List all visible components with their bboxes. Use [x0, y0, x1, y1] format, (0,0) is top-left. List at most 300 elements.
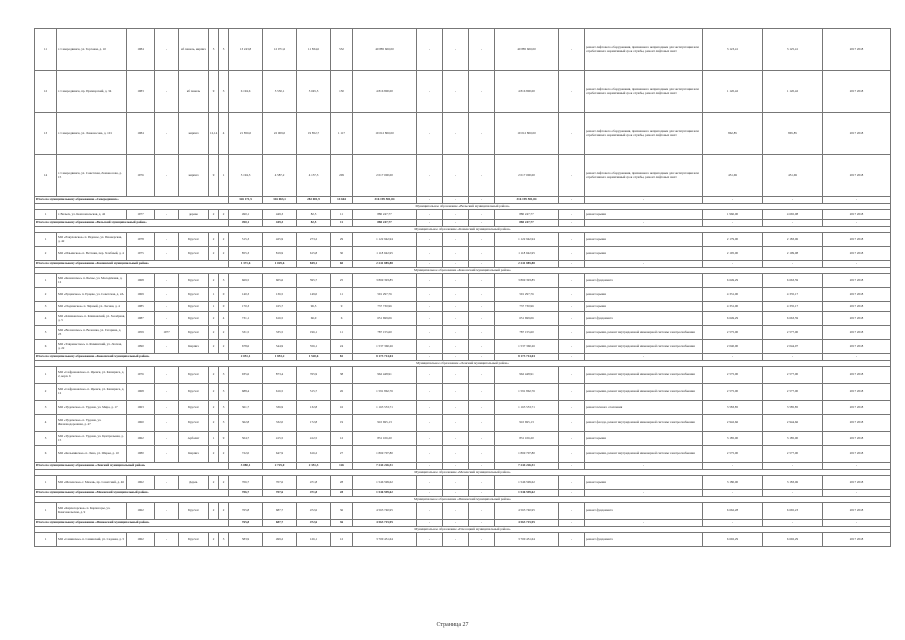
table-cell: г. Северодвинск, пр. Приморский, д. 34: [57, 71, 127, 113]
table-cell: 1990: [127, 340, 155, 354]
table-cell: 9: [209, 155, 219, 197]
table-cell: 5: [219, 29, 229, 71]
subtotal-cell: -: [417, 520, 443, 527]
table-cell: г. Северодвинск, ул. Торговая, д. 10: [57, 29, 127, 71]
table-cell: -: [155, 29, 179, 71]
table-cell: 1984: [127, 113, 155, 155]
table-cell: -: [417, 446, 443, 463]
table-cell: -: [417, 233, 443, 247]
table-cell: 3: [219, 274, 229, 288]
table-cell: 504,7: [229, 432, 263, 446]
subtotal-cell: -: [443, 490, 469, 497]
table-cell: 1 546 599,62: [353, 476, 417, 490]
table-cell: 3: [219, 533, 229, 547]
table-cell: 22 009,0: [263, 113, 297, 155]
subtotal-cell: 3 080,1: [229, 463, 263, 470]
table-cell: 2: [209, 446, 219, 463]
table-cell: 29: [331, 233, 353, 247]
subtotal-cell: -: [417, 354, 443, 361]
table-cell: -: [559, 288, 585, 302]
table-cell: 1: [35, 233, 57, 247]
table-cell: 2017 2018: [823, 247, 891, 261]
table-cell: ремонт крыши, ремонт внутридомовой инженерной системы электроснабжения: [585, 326, 703, 340]
table-cell: 13: [35, 113, 57, 155]
table-cell: 1 163 553,71: [495, 401, 559, 415]
table-cell: -: [443, 503, 469, 520]
table-cell: 2: [209, 233, 219, 247]
subtotal-cell: 2 241 885,88: [353, 261, 417, 268]
subtotal-cell: -: [559, 220, 585, 227]
table-cell: -: [155, 367, 179, 384]
table-cell: Брусчат: [179, 503, 209, 520]
table-cell: МО «Подюжское» п. Чёрный, ул. Лесная, д. 4: [57, 302, 127, 312]
table-cell: 2: [219, 233, 229, 247]
table-cell: 910 695,13: [495, 415, 559, 432]
table-cell: 472,6: [297, 503, 331, 520]
municipality-title: Муниципальное образование «Плесецкий муниципальный район»: [35, 527, 891, 533]
table-cell: 616,5: [263, 384, 297, 401]
table-cell: Брусчат: [179, 288, 209, 302]
table-cell: 2017 2018: [823, 210, 891, 220]
table-cell: Брусчат: [179, 384, 209, 401]
table-cell: 2: [209, 210, 219, 220]
table-cell: 647,9: [263, 446, 297, 463]
table-cell: -: [469, 326, 495, 340]
table-cell: ремонт крыши, ремонт внутридомовой инженерной системы электроснабжения: [585, 384, 703, 401]
table-cell: 583,9: [229, 533, 263, 547]
table-cell: 515,7: [297, 384, 331, 401]
table-cell: 865,85: [763, 113, 823, 155]
table-cell: -: [155, 210, 179, 220]
repair-program-table: [34, 28, 891, 547]
subtotal-cell: -: [443, 220, 469, 227]
table-cell: -: [559, 29, 585, 71]
subtotal-cell: 1 029,6: [263, 261, 297, 268]
table-cell: 3 180,00: [703, 476, 763, 490]
subtotal-cell: -: [469, 354, 495, 361]
table-cell: 1980: [127, 446, 155, 463]
subtotal-cell: -: [763, 490, 823, 497]
table-cell: -: [469, 233, 495, 247]
table-cell: -: [417, 415, 443, 432]
subtotal-cell: 880 247,77: [495, 220, 559, 227]
table-cell: ремонт крыши: [585, 476, 703, 490]
table-cell: 2: [219, 446, 229, 463]
table-cell: 1984: [127, 29, 155, 71]
table-cell: 40 885 600,00: [495, 29, 559, 71]
table-cell: 2: [209, 274, 219, 288]
subtotal-cell: 880 247,77: [353, 220, 417, 227]
table-cell: 16: [331, 401, 353, 415]
subtotal-cell: -: [443, 197, 469, 204]
table-row: [35, 288, 891, 302]
table-cell: 2: [209, 401, 219, 415]
table-cell: 1: [35, 274, 57, 288]
table-cell: -: [443, 274, 469, 288]
table-cell: Дерев.: [179, 476, 209, 490]
table-cell: 1 546 599,62: [495, 476, 559, 490]
table-cell: г. Вельск, ул. Комсомольская, д. 42: [57, 210, 127, 220]
table-cell: 2 017 000,00: [495, 155, 559, 197]
table-cell: 1962: [127, 533, 155, 547]
table-cell: ремонт лифтового оборудования, признанного непригодным для эксплуатации или отработавшего нормативный срок службы, ремонт лифтовых шахт: [585, 71, 703, 113]
table-cell: 40 885 600,00: [353, 29, 417, 71]
table-row: [35, 476, 891, 490]
table-cell: 4 157,3: [297, 155, 331, 197]
table-cell: -: [443, 476, 469, 490]
table-cell: МО «Коношское» п. Бычье, ул. Молодёжная, д. 12: [57, 274, 127, 288]
table-cell: кирпич: [179, 113, 209, 155]
table-cell: 1985: [127, 302, 155, 312]
table-cell: -: [417, 340, 443, 354]
table-cell: 3 185,00: [703, 432, 763, 446]
municipality-title: Муниципальное образование «Вельский муниципальный район»: [35, 204, 891, 210]
subtotal-cell: -: [763, 463, 823, 470]
table-cell: 3 123,41: [703, 29, 763, 71]
table-cell: 2017 2018: [823, 29, 891, 71]
subtotal-label: Итого по муниципальному образованию «Каменский муниципальный район»: [35, 261, 229, 268]
table-cell: Брусчат: [179, 302, 209, 312]
table-row: [35, 302, 891, 312]
table-cell: 451,69: [763, 155, 823, 197]
table-cell: МО «Мезенское» г. Мезень, пр. Советский, д. 46: [57, 476, 127, 490]
table-cell: -: [443, 302, 469, 312]
table-cell: -: [469, 340, 495, 354]
table-cell: МО «Сафроновское» п. Яренск, ул. Кашариса, д. 2, корп. 6: [57, 367, 127, 384]
table-cell: 4: [219, 113, 229, 155]
table-cell: 651 699,06: [495, 312, 559, 326]
subtotal-cell: 28: [331, 490, 353, 497]
table-cell: 2017 2018: [823, 71, 891, 113]
table-cell: -: [443, 155, 469, 197]
table-cell: ремонт крыши: [585, 247, 703, 261]
table-cell: 3 869 393,85: [495, 274, 559, 288]
table-cell: 2017 2018: [823, 533, 891, 547]
table-cell: -: [469, 415, 495, 432]
table-cell: 2: [209, 312, 219, 326]
table-cell: 2 577,00: [763, 326, 823, 340]
table-cell: 5: [209, 29, 219, 71]
table-cell: 3 583,85: [703, 401, 763, 415]
table-cell: -: [559, 367, 585, 384]
table-cell: 2 017 000,00: [353, 155, 417, 197]
subtotal-cell: -: [443, 520, 469, 527]
subtotal-cell: -: [585, 490, 703, 497]
table-cell: 362,8: [229, 415, 263, 432]
table-cell: 5: [35, 326, 57, 340]
table-cell: 25: [331, 274, 353, 288]
table-cell: 1 118 942,95: [353, 247, 417, 261]
subtotal-label: Итого по муниципальному образованию «Мезенский муниципальный район»: [35, 490, 229, 497]
table-cell: -: [417, 432, 443, 446]
table-cell: -: [559, 302, 585, 312]
table-cell: 2017 2018: [823, 113, 891, 155]
table-cell: 731,1: [229, 312, 263, 326]
table-cell: 2017 2018: [823, 302, 891, 312]
table-cell: 6 663,59: [763, 312, 823, 326]
table-cell: 2 199,08: [763, 247, 823, 261]
table-cell: 707,6: [263, 476, 297, 490]
table-cell: 2: [219, 476, 229, 490]
table-cell: ремонт крыши: [585, 288, 703, 302]
table-cell: 1983: [127, 71, 155, 113]
table-cell: 82,5: [297, 210, 331, 220]
table-cell: -: [443, 415, 469, 432]
subtotal-cell: -: [469, 261, 495, 268]
table-cell: 471,8: [297, 476, 331, 490]
table-cell: 4 665,08: [763, 210, 823, 220]
table-cell: кирпич: [179, 155, 209, 197]
table-cell: 9: [219, 432, 229, 446]
table-row: [35, 401, 891, 415]
table-cell: 880 247,77: [353, 210, 417, 220]
table-cell: 2 575,00: [703, 367, 763, 384]
table-cell: 449,3: [263, 210, 297, 220]
table-cell: -: [469, 533, 495, 547]
table-cell: Брусчат: [179, 415, 209, 432]
table-cell: дерево: [179, 210, 209, 220]
table-cell: 26: [331, 384, 353, 401]
table-cell: 6 663,59: [763, 274, 823, 288]
table-cell: -: [155, 113, 179, 155]
table-cell: 12: [35, 71, 57, 113]
table-cell: 615,8: [297, 247, 331, 261]
table-cell: 6 649,29: [703, 274, 763, 288]
table-cell: 2017 2018: [823, 503, 891, 520]
table-cell: -: [559, 476, 585, 490]
table-cell: 335,5: [263, 326, 297, 340]
table-cell: 651 699,06: [353, 312, 417, 326]
table-cell: 9: [209, 71, 219, 113]
table-cell: -: [559, 384, 585, 401]
table-cell: 2017 2018: [823, 312, 891, 326]
table-cell: 1: [35, 476, 57, 490]
table-cell: 669,5: [229, 274, 263, 288]
table-cell: 873,4: [263, 367, 297, 384]
table-cell: 2017 2018: [823, 384, 891, 401]
table-cell: 6: [35, 340, 57, 354]
municipality-title: Муниципальное образование «Ленский муниципальный район»: [35, 361, 891, 367]
table-cell: 1 122 942,94: [353, 233, 417, 247]
table-cell: 19 012 800,00: [353, 113, 417, 155]
subtotal-cell: -: [585, 463, 703, 470]
table-cell: 361,7: [229, 401, 263, 415]
table-cell: 2017 2018: [823, 432, 891, 446]
table-cell: 2: [35, 247, 57, 261]
table-cell: -: [559, 247, 585, 261]
table-cell: 3: [35, 401, 57, 415]
subtotal-cell: -: [469, 220, 495, 227]
table-cell: 96,5: [297, 302, 331, 312]
table-cell: 1: [219, 155, 229, 197]
subtotal-cell: 316 199 581,84: [495, 197, 559, 204]
table-cell: 12 071,6: [263, 29, 297, 71]
table-cell: 19: [331, 415, 353, 432]
table-cell: -: [443, 312, 469, 326]
table-cell: -: [559, 503, 585, 520]
table-cell: 3: [219, 367, 229, 384]
table-cell: 2: [209, 384, 219, 401]
table-cell: 1 591 862,76: [353, 384, 417, 401]
table-cell: -: [559, 210, 585, 220]
subtotal-cell: 2 051,1: [229, 354, 263, 361]
table-cell: 532: [331, 29, 353, 71]
subtotal-cell: -: [763, 520, 823, 527]
table-cell: 11: [331, 288, 353, 302]
table-cell: 27: [331, 446, 353, 463]
table-cell: -: [417, 302, 443, 312]
table-cell: 1 591 862,76: [495, 384, 559, 401]
table-cell: Брусчат: [179, 312, 209, 326]
subtotal-cell: -: [823, 520, 891, 527]
subtotal-cell: -: [763, 220, 823, 227]
table-cell: 331,5: [229, 326, 263, 340]
table-cell: -: [155, 288, 179, 302]
table-cell: -: [443, 29, 469, 71]
table-cell: 1: [35, 367, 57, 384]
table-cell: 1962: [127, 503, 155, 520]
subtotal-row: [35, 490, 891, 497]
table-row: [35, 247, 891, 261]
subtotal-cell: -: [417, 197, 443, 204]
table-cell: -: [443, 113, 469, 155]
table-row: [35, 71, 891, 113]
table-cell: -: [469, 210, 495, 220]
subtotal-cell: 4 563 715,95: [353, 520, 417, 527]
table-cell: кб панель: [179, 71, 209, 113]
table-cell: 2 577,00: [763, 446, 823, 463]
table-cell: -: [559, 312, 585, 326]
table-cell: 126,1: [297, 533, 331, 547]
table-row: [35, 326, 891, 340]
table-cell: 150: [331, 71, 353, 113]
subtotal-cell: -: [703, 463, 763, 470]
table-cell: -: [155, 274, 179, 288]
table-cell: -: [443, 340, 469, 354]
table-cell: -: [417, 401, 443, 415]
table-body: [35, 29, 891, 547]
table-cell: -: [443, 384, 469, 401]
table-cell: -: [559, 446, 585, 463]
subtotal-cell: -: [763, 354, 823, 361]
subtotal-cell: 1 520,6: [297, 354, 331, 361]
table-cell: 5 045,5: [297, 71, 331, 113]
table-cell: 595,7: [297, 274, 331, 288]
subtotal-cell: -: [417, 220, 443, 227]
table-cell: -: [443, 288, 469, 302]
table-cell: 11: [331, 210, 353, 220]
table-cell: 490,1: [229, 210, 263, 220]
subtotal-row: [35, 220, 891, 227]
table-cell: МО «Урдомское» п. Урдома, ул. Железнодорожная, д. 47: [57, 415, 127, 432]
table-cell: -: [469, 274, 495, 288]
table-cell: 6: [35, 446, 57, 463]
table-cell: -: [417, 503, 443, 520]
subtotal-cell: -: [703, 490, 763, 497]
table-cell: 0: [219, 288, 229, 302]
table-cell: -: [443, 533, 469, 547]
table-cell: МО «Ерцевское» п. Ерцево, ул. Советская, д. 2А: [57, 288, 127, 302]
table-cell: 1977: [155, 326, 179, 340]
table-cell: -: [155, 71, 179, 113]
table-cell: 4 331,00: [703, 288, 763, 302]
table-cell: 2017 2018: [823, 274, 891, 288]
table-cell: 2: [35, 288, 57, 302]
table-cell: Арбалит: [179, 432, 209, 446]
table-cell: -: [155, 312, 179, 326]
table-cell: -: [155, 155, 179, 197]
table-cell: 2017 2018: [823, 415, 891, 432]
table-cell: 2: [219, 326, 229, 340]
municipality-title: Муниципальное образование «Коношский муниципальный район»: [35, 268, 891, 274]
table-cell: 14: [35, 155, 57, 197]
table-cell: 1 869 707,80: [495, 446, 559, 463]
subtotal-cell: 8 173 714,04: [353, 354, 417, 361]
table-cell: 1 869 707,80: [353, 446, 417, 463]
table-cell: 24: [331, 340, 353, 354]
subtotal-label: Итого по муниципальному образованию «Ленский муниципальный район»: [35, 463, 229, 470]
table-cell: МО «Волошское» п. Волошка, ул. Гагарина, д. 23: [57, 326, 127, 340]
table-cell: 616,2: [297, 446, 331, 463]
table-cell: 2 575,00: [703, 326, 763, 340]
table-cell: 3 700 451,64: [353, 533, 417, 547]
table-cell: 3 185,00: [763, 432, 823, 446]
table-cell: 2: [209, 367, 219, 384]
table-cell: -: [443, 71, 469, 113]
subtotal-cell: -: [823, 463, 891, 470]
subtotal-cell: 707,6: [263, 490, 297, 497]
table-cell: 2 183,06: [763, 233, 823, 247]
table-cell: -: [469, 247, 495, 261]
table-cell: 1975: [127, 247, 155, 261]
table-cell: -: [417, 29, 443, 71]
table-cell: 425,9: [263, 233, 297, 247]
table-cell: 591 297,76: [495, 288, 559, 302]
table-cell: 935,6: [229, 367, 263, 384]
municipality-title: Муниципальное образование «Каменский муниципальный район»: [35, 227, 891, 233]
table-cell: -: [417, 113, 443, 155]
table-cell: -: [155, 302, 179, 312]
table-cell: -: [469, 288, 495, 302]
table-cell: 2: [209, 340, 219, 354]
subtotal-cell: -: [823, 261, 891, 268]
subtotal-label: Итого по муниципальному образованию «Вельский муниципальный район»: [35, 220, 229, 227]
subtotal-cell: 7 244 226,51: [495, 463, 559, 470]
table-cell: -: [469, 476, 495, 490]
subtotal-cell: -: [763, 261, 823, 268]
subtotal-cell: -: [585, 261, 703, 268]
table-cell: -: [559, 340, 585, 354]
table-cell: 2 195,00: [703, 247, 763, 261]
subtotal-label: Итого по муниципальному образованию «Коношский муниципальный район»: [35, 354, 229, 361]
table-cell: 2017 2018: [823, 367, 891, 384]
table-cell: 1 118 942,95: [495, 247, 559, 261]
table-cell: Брусчат: [179, 401, 209, 415]
table-cell: МО «Сафроновское» п. Яренск, ул. Кашариса, д. 12: [57, 384, 127, 401]
table-cell: 855,3: [229, 247, 263, 261]
table-cell: 3: [219, 71, 229, 113]
table-cell: 2017 2018: [823, 446, 891, 463]
subtotal-cell: 472,6: [297, 520, 331, 527]
table-cell: 2 040,00: [703, 340, 763, 354]
table-cell: 1: [35, 210, 57, 220]
table-cell: 165,7: [263, 302, 297, 312]
table-cell: МО «Урдомское» п. Урдома, ул. Центральная, д. 15: [57, 432, 127, 446]
table-cell: 862,85: [703, 113, 763, 155]
subtotal-cell: 14 664: [331, 197, 353, 204]
subtotal-cell: 326 171,5: [229, 197, 263, 204]
table-row: [35, 446, 891, 463]
